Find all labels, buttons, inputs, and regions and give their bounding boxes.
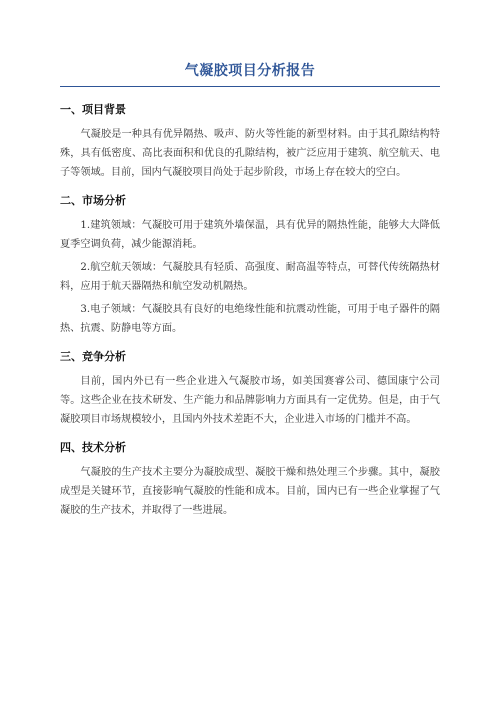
section-market-analysis xyxy=(60,192,440,338)
section-technical-analysis xyxy=(60,439,440,520)
paragraph: 气凝胶的生产技术主要分为凝胶成型、凝胶干燥和热处理三个步骤。其中，凝胶成型是关键环节，直接影响气凝胶的性能和成本。目前，国内已有一些企业掌握了气凝胶的生产技术，并取得了一些进展。 xyxy=(60,467,440,516)
paragraph: 1.建筑领域：气凝胶可用于建筑外墙保温，具有优异的隔热性能，能够大大降低夏季空调负荷，减少能源消耗。 xyxy=(60,220,440,250)
paragraph: 3.电子领域：气凝胶具有良好的电绝缘性能和抗震动性能，可用于电子器件的隔热、抗震、防静电等方面。 xyxy=(60,304,440,334)
title-divider xyxy=(60,86,440,87)
section-background xyxy=(60,101,440,182)
paragraph: 2.航空航天领域：气凝胶具有轻质、高强度、耐高温等特点，可替代传统隔热材料，应用于航天器隔热和航空发动机隔热。 xyxy=(60,262,440,292)
section-heading: 二、市场分析 xyxy=(60,194,126,207)
paragraph: 目前，国内外已有一些企业进入气凝胶市场，如美国赛睿公司、德国康宁公司等。这些企业在技术研发、生产能力和品牌影响力方面具有一定优势。但是，由于气凝胶项目市场规模较小，且国内外技术差距不大，企业进入市场的门槛并不高。 xyxy=(60,376,440,425)
section-heading: 三、竞争分析 xyxy=(60,350,126,363)
section-heading: 四、技术分析 xyxy=(60,441,126,454)
section-heading: 一、项目背景 xyxy=(60,103,126,116)
paragraph: 气凝胶是一种具有优异隔热、吸声、防火等性能的新型材料。由于其孔隙结构特殊，具有低密度、高比表面积和优良的孔隙结构，被广泛应用于建筑、航空航天、电子等领域。目前，国内气凝胶项目尚处于起步阶段，市场上存在较大的空白。 xyxy=(60,129,440,178)
section-competition-analysis xyxy=(60,348,440,429)
document-title: 气凝胶项目分析报告 xyxy=(184,63,316,79)
